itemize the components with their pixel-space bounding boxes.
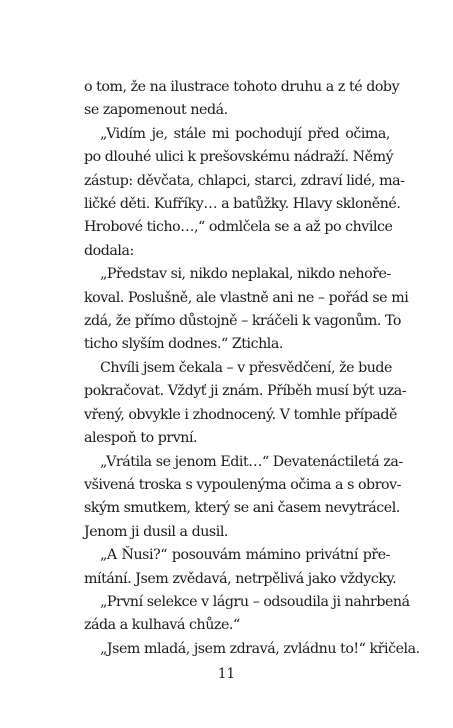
text-line: „Vrátila se jenom Edit…“ Devatenáctiletá za- [100, 453, 403, 470]
text-line: všivená troska s vypoulenýma očima a s obrov- [84, 476, 402, 493]
text-line: ticho slyším dodnes.“ Ztichla. [84, 336, 283, 353]
text-line: zástup: děvčata, chlapci, starci, zdraví lidé, ma- [84, 172, 405, 189]
text-line: „První selekce v lágru – odsoudila ji nahrbená [100, 593, 410, 610]
text-line: zdá, že přímo důstojně – kráčeli k vagonům. To [84, 313, 402, 330]
text-line: koval. Poslušně, ale vlastně ani ne – pořád se mi [84, 289, 409, 306]
text-line: vřený, obvykle i zhodnocený. V tomhle případě [84, 406, 397, 423]
text-line: „A Ňusi?“ posouvám mámino privátní pře- [100, 547, 390, 564]
text-line: ličké děti. Kufříky… a batůžky. Hlavy skloněné. [84, 196, 401, 213]
text-line: „Představ si, nikdo neplakal, nikdo nehoře- [100, 266, 391, 283]
text-line: Jenom ji dusil a dusil. [84, 523, 228, 540]
text-line: po dlouhé ulici k prešovskému nádraží. Němý [84, 149, 394, 166]
text-line: záda a kulhavá chůze.“ [84, 617, 240, 634]
text-line: Hrobové ticho…,“ odmlčela se a až po chvilce [84, 219, 393, 236]
text-line: mítání. Jsem zvědavá, netrpělivá jako vždycky. [84, 570, 397, 587]
text-line: ským smutkem, který se ani časem nevytrácel. [84, 500, 400, 517]
text-line: Chvíli jsem čekala – v přesvědčení, že bude [100, 359, 392, 376]
text-line: alespoň to první. [84, 430, 198, 447]
text-line: pokračovat. Vždyť ji znám. Příběh musí být uza- [84, 383, 407, 400]
text-line: se zapomenout nedá. [84, 102, 228, 119]
text-line: „Vidím je, stále mi pochodují před očima, [100, 125, 390, 142]
text-line: „Jsem mladá, jsem zdravá, zvládnu to!“ křičela. [100, 640, 420, 657]
page-number: 11 [217, 666, 236, 682]
text-line: dodala: [84, 242, 134, 259]
body-text [84, 76, 420, 661]
text-line: o tom, že na ilustrace tohoto druhu a z té doby [84, 79, 400, 95]
